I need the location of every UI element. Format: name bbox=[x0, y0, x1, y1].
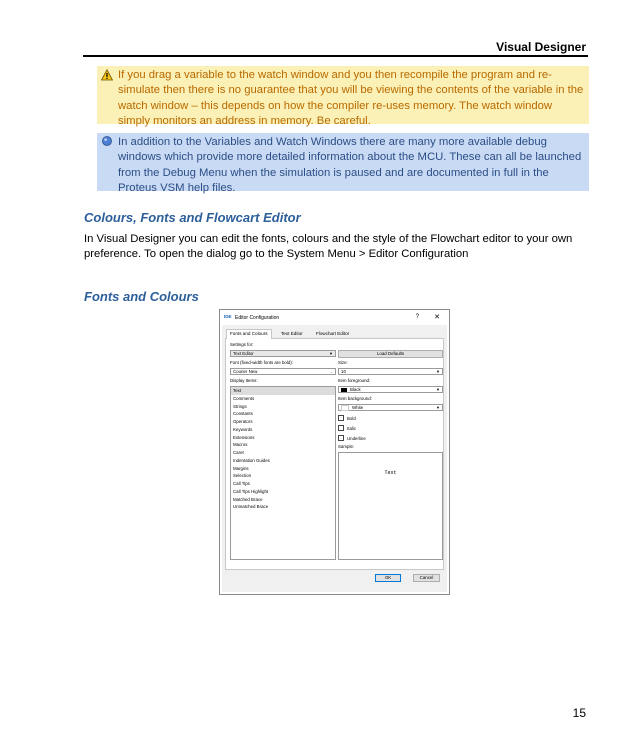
warning-note bbox=[97, 66, 589, 127]
display-item[interactable]: Call Tips Highlight bbox=[233, 488, 269, 494]
tab-text-editor[interactable]: Text Editor bbox=[281, 331, 303, 336]
font-select[interactable] bbox=[230, 368, 336, 375]
font-label: Font (fixed-width fonts are bold): bbox=[230, 360, 293, 365]
dialog-title: Editor Configuration bbox=[235, 315, 280, 321]
font-value: Courier New bbox=[233, 369, 258, 374]
item-background-select[interactable] bbox=[338, 404, 443, 411]
warning-note-text: If you drag a variable to the watch window and you then recompile the program and re-simulate then there is no guarantee that you will be viewing the contents of the variable in the watch window – this depends on how the compiler re-uses memory. The watch window simply monitors an address in memory. Be careful. bbox=[118, 69, 584, 127]
sample-text: Text bbox=[384, 470, 397, 476]
size-select[interactable] bbox=[338, 368, 443, 375]
italic-label: Italic bbox=[347, 425, 357, 431]
section-heading-colours-fonts: Colours, Fonts and Flowcart Editor bbox=[84, 210, 301, 225]
fonts-colours-panel bbox=[225, 338, 444, 570]
dialog-titlebar bbox=[220, 310, 449, 325]
chevron-down-icon: ▼ bbox=[436, 387, 440, 392]
editor-configuration-dialog bbox=[219, 309, 450, 595]
chevron-down-icon: ⌄ bbox=[329, 369, 333, 374]
display-item[interactable]: Operators bbox=[233, 419, 253, 424]
chevron-down-icon: ▼ bbox=[436, 369, 440, 374]
section-heading-fonts-colours: Fonts and Colours bbox=[84, 289, 199, 304]
item-foreground-select[interactable] bbox=[338, 386, 443, 393]
underline-label: Underline bbox=[347, 435, 366, 441]
display-items-label: Display Items: bbox=[230, 378, 258, 383]
settings-for-select[interactable] bbox=[230, 350, 336, 357]
chevron-down-icon: ▼ bbox=[329, 351, 333, 356]
cancel-button[interactable]: Cancel bbox=[413, 574, 440, 582]
foreground-color-swatch bbox=[341, 388, 347, 392]
display-item[interactable]: Caret bbox=[233, 450, 244, 455]
sample-label: Sample: bbox=[338, 444, 355, 449]
size-value: 10 bbox=[341, 369, 346, 374]
display-item[interactable]: Selection bbox=[233, 473, 252, 479]
warning-icon bbox=[101, 69, 113, 81]
item-foreground-label: Item foreground: bbox=[338, 378, 371, 383]
display-item[interactable]: Call Tips bbox=[233, 481, 250, 486]
ok-button[interactable]: OK bbox=[375, 574, 401, 582]
info-note bbox=[97, 133, 589, 194]
info-icon bbox=[101, 136, 113, 148]
italic-checkbox-box bbox=[338, 425, 344, 431]
italic-checkbox[interactable] bbox=[338, 425, 356, 431]
page-number: 15 bbox=[572, 706, 586, 720]
display-items-list[interactable] bbox=[230, 386, 336, 560]
underline-checkbox-box bbox=[338, 435, 344, 441]
display-item[interactable]: Text bbox=[231, 387, 335, 395]
underline-checkbox[interactable] bbox=[338, 435, 366, 441]
bold-checkbox-box bbox=[338, 415, 344, 421]
settings-for-value: Text Editor bbox=[233, 351, 254, 356]
display-item[interactable]: Matched Brace bbox=[233, 496, 263, 502]
tab-flowchart-editor[interactable]: Flowchart Editor bbox=[316, 331, 350, 336]
background-color-swatch bbox=[341, 405, 349, 411]
page-header-title: Visual Designer bbox=[496, 40, 586, 54]
app-icon: IDE bbox=[224, 314, 232, 319]
display-item[interactable]: Indentation Guides bbox=[233, 457, 270, 463]
info-note-text: In addition to the Variables and Watch Windows there are many more available debug windows which provide more detailed information about the MCU. These can all be launched from the Debug Menu when the simulation is paused and are documented in full in the Proteus VSM help files. bbox=[118, 136, 582, 194]
settings-for-label: Settings for: bbox=[230, 342, 254, 347]
tab-fonts-and-colours[interactable]: Fonts and Colours bbox=[226, 329, 272, 339]
item-background-label: Item background: bbox=[338, 396, 372, 401]
help-icon[interactable]: ? bbox=[415, 314, 419, 320]
size-label: Size: bbox=[338, 360, 348, 365]
display-item[interactable]: Comments bbox=[233, 395, 255, 401]
bold-label: Bold bbox=[347, 415, 356, 421]
section-body-text: In Visual Designer you can edit the fonts, colours and the style of the Flowchart editor to your own preference. To open the dialog go to the System Menu > Editor Configuration bbox=[84, 233, 573, 260]
dialog-client-area bbox=[222, 325, 447, 592]
display-item[interactable]: Unmatched Brace bbox=[233, 504, 269, 510]
item-foreground-value: Black bbox=[350, 387, 361, 392]
display-item[interactable]: Macros bbox=[233, 442, 248, 448]
display-item[interactable]: Extensions bbox=[233, 434, 255, 440]
header-divider bbox=[83, 55, 588, 57]
close-icon[interactable]: ✕ bbox=[434, 314, 440, 321]
display-item[interactable]: Keywords bbox=[233, 426, 253, 432]
display-item[interactable]: Constants bbox=[233, 411, 253, 417]
sample-preview bbox=[338, 452, 443, 560]
item-background-value: White bbox=[352, 405, 364, 411]
display-item[interactable]: Strings bbox=[233, 403, 247, 409]
display-item[interactable]: Margins bbox=[233, 465, 249, 471]
chevron-down-icon: ▼ bbox=[436, 405, 440, 410]
bold-checkbox[interactable] bbox=[338, 415, 356, 421]
load-defaults-button[interactable]: Load Defaults bbox=[338, 350, 443, 358]
